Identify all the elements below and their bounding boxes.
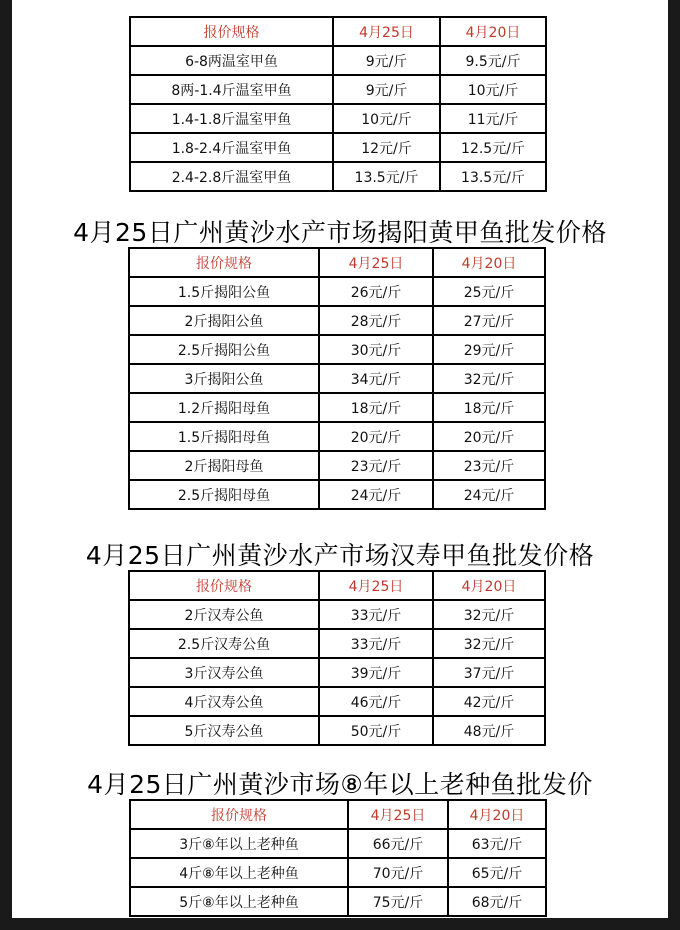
table-row xyxy=(129,451,545,480)
price-cell: 24元/斤 xyxy=(319,480,433,509)
header-date2: 4月20日 xyxy=(433,248,545,277)
table-row xyxy=(129,658,545,687)
price-cell: 39元/斤 xyxy=(319,658,433,687)
price-cell: 18元/斤 xyxy=(433,393,545,422)
table-row xyxy=(130,887,546,916)
spec-cell: 3斤汉寿公鱼 xyxy=(129,658,319,687)
price-cell: 66元/斤 xyxy=(348,829,448,858)
spec-cell: 3斤⑧年以上老种鱼 xyxy=(130,829,348,858)
table-row xyxy=(129,335,545,364)
price-cell: 12.5元/斤 xyxy=(440,133,546,162)
table-header-row xyxy=(130,800,546,829)
table-row xyxy=(130,133,546,162)
spec-cell: 4斤汉寿公鱼 xyxy=(129,687,319,716)
price-cell: 9元/斤 xyxy=(333,75,440,104)
spec-cell: 2.4-2.8斤温室甲鱼 xyxy=(130,162,333,191)
spec-cell: 1.8-2.4斤温室甲鱼 xyxy=(130,133,333,162)
price-cell: 28元/斤 xyxy=(319,306,433,335)
spec-cell: 6-8两温室甲鱼 xyxy=(130,46,333,75)
spec-cell: 5斤汉寿公鱼 xyxy=(129,716,319,745)
price-cell: 46元/斤 xyxy=(319,687,433,716)
header-date1: 4月25日 xyxy=(319,248,433,277)
price-cell: 20元/斤 xyxy=(433,422,545,451)
table-row xyxy=(129,687,545,716)
price-cell: 12元/斤 xyxy=(333,133,440,162)
table-row xyxy=(129,422,545,451)
price-cell: 50元/斤 xyxy=(319,716,433,745)
spec-cell: 1.2斤揭阳母鱼 xyxy=(129,393,319,422)
spec-cell: 5斤⑧年以上老种鱼 xyxy=(130,887,348,916)
table-row xyxy=(129,306,545,335)
price-cell: 23元/斤 xyxy=(319,451,433,480)
spec-cell: 8两-1.4斤温室甲鱼 xyxy=(130,75,333,104)
price-cell: 75元/斤 xyxy=(348,887,448,916)
price-cell: 13.5元/斤 xyxy=(333,162,440,191)
price-cell: 32元/斤 xyxy=(433,600,545,629)
price-cell: 68元/斤 xyxy=(448,887,546,916)
header-date2: 4月20日 xyxy=(433,571,545,600)
header-spec: 报价规格 xyxy=(130,17,333,46)
spec-cell: 3斤揭阳公鱼 xyxy=(129,364,319,393)
table-row xyxy=(130,46,546,75)
price-table-4 xyxy=(129,799,547,917)
table-row xyxy=(130,162,546,191)
price-cell: 70元/斤 xyxy=(348,858,448,887)
price-cell: 37元/斤 xyxy=(433,658,545,687)
spec-cell: 2.5斤汉寿公鱼 xyxy=(129,629,319,658)
price-cell: 27元/斤 xyxy=(433,306,545,335)
price-cell: 30元/斤 xyxy=(319,335,433,364)
price-cell: 11元/斤 xyxy=(440,104,546,133)
table-row xyxy=(129,629,545,658)
spec-cell: 1.5斤揭阳公鱼 xyxy=(129,277,319,306)
header-date1: 4月25日 xyxy=(348,800,448,829)
price-cell: 32元/斤 xyxy=(433,364,545,393)
table-header-row xyxy=(130,17,546,46)
spec-cell: 2斤揭阳公鱼 xyxy=(129,306,319,335)
price-cell: 32元/斤 xyxy=(433,629,545,658)
price-cell: 24元/斤 xyxy=(433,480,545,509)
section-title-2: 4月25日广州黄沙水产市场揭阳黄甲鱼批发价格 xyxy=(73,218,607,247)
document-page xyxy=(12,0,668,918)
price-cell: 34元/斤 xyxy=(319,364,433,393)
price-cell: 65元/斤 xyxy=(448,858,546,887)
price-cell: 10元/斤 xyxy=(333,104,440,133)
table-row xyxy=(130,829,546,858)
table-header-row xyxy=(129,248,545,277)
header-spec: 报价规格 xyxy=(130,800,348,829)
spec-cell: 2.5斤揭阳母鱼 xyxy=(129,480,319,509)
price-cell: 9.5元/斤 xyxy=(440,46,546,75)
table-row xyxy=(130,75,546,104)
header-date2: 4月20日 xyxy=(448,800,546,829)
header-date1: 4月25日 xyxy=(333,17,440,46)
price-cell: 13.5元/斤 xyxy=(440,162,546,191)
price-cell: 33元/斤 xyxy=(319,629,433,658)
header-date2: 4月20日 xyxy=(440,17,546,46)
section-title-3: 4月25日广州黄沙水产市场汉寿甲鱼批发价格 xyxy=(85,541,595,570)
header-spec: 报价规格 xyxy=(129,571,319,600)
table-row xyxy=(129,600,545,629)
section-title-4: 4月25日广州黄沙市场⑧年以上老种鱼批发价 xyxy=(87,770,593,799)
price-cell: 10元/斤 xyxy=(440,75,546,104)
price-cell: 63元/斤 xyxy=(448,829,546,858)
table-header-row xyxy=(129,571,545,600)
spec-cell: 2.5斤揭阳公鱼 xyxy=(129,335,319,364)
price-cell: 18元/斤 xyxy=(319,393,433,422)
price-cell: 42元/斤 xyxy=(433,687,545,716)
price-cell: 25元/斤 xyxy=(433,277,545,306)
price-cell: 26元/斤 xyxy=(319,277,433,306)
price-table-2 xyxy=(128,247,546,510)
table-row xyxy=(130,858,546,887)
price-cell: 33元/斤 xyxy=(319,600,433,629)
price-cell: 9元/斤 xyxy=(333,46,440,75)
header-date1: 4月25日 xyxy=(319,571,433,600)
spec-cell: 1.5斤揭阳母鱼 xyxy=(129,422,319,451)
table-row xyxy=(130,104,546,133)
price-cell: 29元/斤 xyxy=(433,335,545,364)
table-row xyxy=(129,480,545,509)
spec-cell: 2斤汉寿公鱼 xyxy=(129,600,319,629)
table-row xyxy=(129,364,545,393)
spec-cell: 1.4-1.8斤温室甲鱼 xyxy=(130,104,333,133)
table-row xyxy=(129,716,545,745)
price-table-3 xyxy=(128,570,546,746)
spec-cell: 4斤⑧年以上老种鱼 xyxy=(130,858,348,887)
spec-cell: 2斤揭阳母鱼 xyxy=(129,451,319,480)
header-spec: 报价规格 xyxy=(129,248,319,277)
table-row xyxy=(129,393,545,422)
price-cell: 20元/斤 xyxy=(319,422,433,451)
price-cell: 23元/斤 xyxy=(433,451,545,480)
price-cell: 48元/斤 xyxy=(433,716,545,745)
price-table-1 xyxy=(129,16,547,192)
table-row xyxy=(129,277,545,306)
